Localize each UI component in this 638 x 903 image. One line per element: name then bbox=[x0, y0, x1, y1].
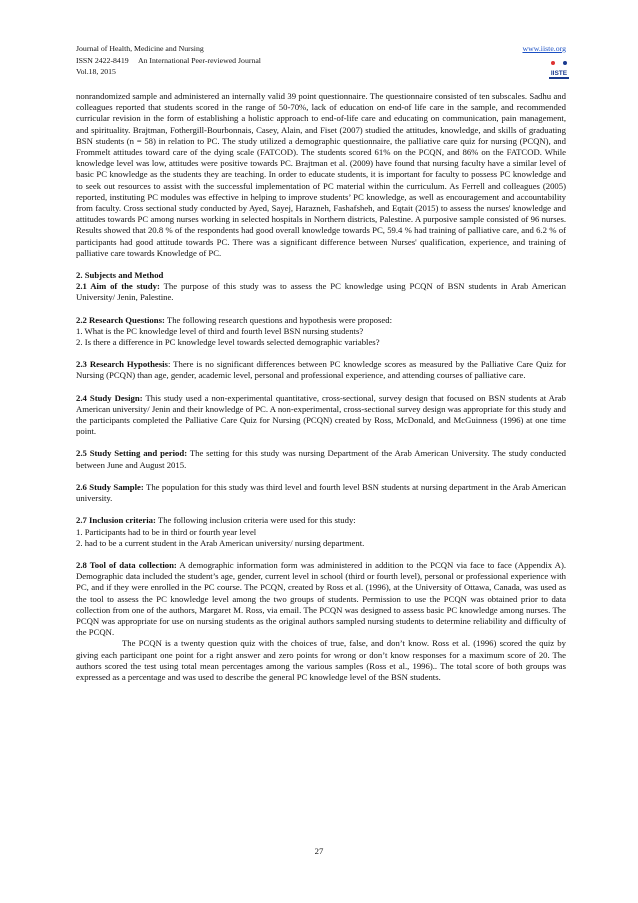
journal-name: Journal of Health, Medicine and Nursing bbox=[76, 44, 204, 53]
section-2-2-text: The following research questions and hypothesis were proposed: bbox=[164, 314, 392, 325]
section-2-7-label: 2.7 Inclusion criteria: bbox=[76, 515, 156, 526]
inclusion-criterion-1: 1. Participants had to be in third or fourth year level bbox=[76, 526, 257, 537]
logo-text: IISTE bbox=[550, 70, 568, 77]
section-2-8-label: 2.8 Tool of data collection: bbox=[76, 559, 177, 570]
section-2-3 bbox=[76, 359, 566, 381]
section-2-1-label: 2.1 Aim of the study: bbox=[76, 281, 160, 292]
section-2-4-label: 2.4 Study Design: bbox=[76, 392, 143, 403]
section-2-8-text: A demographic information form was administered in addition to the PCQN via face to face (Appendix A). Demographic data included the student’s age, gender, current level in school (third or fourth level), personal or professional experience with PC, and if they were enrolled in the PC course. The PCQN, created by Ross et al. (1996), at the University of Ottawa, Canada, was used as the tool to assess the PC knowledge level among the two groups of students. Permission to use the PCQN was obtained prior to data collection from one of the authors, Margaret M. Ross, via email. The PCQN was designed to assess basic PC knowledge among nurses. The PCQN was appropriate for use on nursing students as the original authors sampled nursing students to determine reliability and difficulty of the PCQN. bbox=[76, 559, 567, 638]
section-2-4 bbox=[76, 393, 566, 438]
page-header bbox=[76, 43, 566, 78]
research-question-1: 1. What is the PC knowledge level of third and fourth level BSN nursing students? bbox=[76, 325, 364, 336]
inclusion-criterion-2: 2. had to be a current student in the Arab American university/ nursing department. bbox=[76, 537, 365, 548]
section-2-3-label: 2.3 Research Hypothesis bbox=[76, 359, 168, 370]
section-2-1-text: The purpose of this study was to assess the PC knowledge using PCQN of BSN students in Arab American University/ Jenin, Palestine. bbox=[76, 281, 567, 303]
iiste-logo bbox=[548, 58, 570, 82]
section-2-6 bbox=[76, 482, 566, 504]
section-2-4-text: This study used a non-experimental quantitative, cross-sectional, survey design that focused on BSN students at Arab American university/ Jenin and their knowledge of PC. A non-experimental, cross-sectional survey design was appropriate for this study and the participants completed the Palliative Care Quiz for Nursing (PCQN) created by Ross, McDonald, and McGuinness (1996) at one time point. bbox=[76, 392, 566, 437]
section-2-5 bbox=[76, 448, 566, 470]
section-2-6-label: 2.6 Study Sample: bbox=[76, 481, 144, 492]
section-2-8 bbox=[76, 560, 566, 638]
issn-line: ISSN 2422-8419 An International Peer-reviewed Journal bbox=[76, 55, 261, 65]
section-2-7 bbox=[76, 515, 566, 526]
section-2-8-paragraph-2: The PCQN is a twenty question quiz with the choices of true, false, and don’t know. Ross et al. (1996) scored the quiz by giving each participant one point for a right answer and zero points for wrong or don’t know responses for a maximum score of 20. The authors scored the test using total mean percentages among the various samples (Ross et al., 1996).. The total score of both groups was expressed as a percentage and was used to describe the general PC knowledge level of the BSN students. bbox=[76, 638, 566, 682]
volume-line: Vol.18, 2015 bbox=[76, 67, 116, 76]
research-question-2: 2. Is there a difference in PC knowledge level towards selected demographic variables? bbox=[76, 337, 380, 348]
page-number: 27 bbox=[314, 846, 324, 856]
section-2-6-text: The population for this study was third level and fourth level BSN students at nursing department in the Arab American university. bbox=[76, 481, 566, 504]
section-2-2-label: 2.2 Research Questions: bbox=[76, 314, 165, 325]
section-2-2 bbox=[76, 315, 566, 326]
section-2-heading: 2. Subjects and Method bbox=[76, 270, 164, 281]
section-2-5-label: 2.5 Study Setting and period: bbox=[76, 448, 188, 459]
intro-paragraph: nonrandomized sample and administered an internally valid 39 point questionnaire. The questionnaire consisted of ten subscales. Sadhu and colleagues reported that students scored in the range of 50-70%, lack of education on end-of life care in the sample, and recommended curricular revision in the form of establishing a holistic approach to end-of-life care and educating on communication, pain management, and spirituality. Brajtman, Fothergill-Bourbonnais, Casey, Alain, and Fiset (2007) studied the attitudes, knowledge, and skills of graduating BSN students (n = 58) in relation to PC. The study utilized a demographic questionnaire, the palliative care quiz for nursing (PCQN), and Frommelt attitudes toward care of the dying scale (FATCOD). The students scored 61% on the PCQN, and 86% on the FATCOD. While knowledge level was low, attitudes were positive towards PC. Brajtman et al. (2009) have found that nursing faculty have a similar level of basic PC knowledge as the students they are teaching. In order to educate students, it is important for faculty to possess PC knowledge and to seek out resources to assist with the successful implementation of PC material within the curriculum. As Ferrell and colleagues (2005) reported, instituting PC modules was effective in helping to improve students’ PC knowledge, as well as encouragement and accountability from faculty. Cross sectional study conducted by Ayed, Sayej, Harazneh, Fashafsheh, and Eqtait (2015) to assess the nurses' knowledge and attitudes towards PC among nurses working in selected hospitals in Northern districts, Palestine. A purposive sample consisted of 96 nurses. Results showed that 20.8 % of the respondents had good overall knowledge towards PC, 59.4 % had training of palliative care, and 6.2 % of participants had good attitude towards PC. There was a significant difference between Nurses' qualification, experience, and training of palliative care towards Knowledge of PC. bbox=[76, 91, 566, 258]
journal-url-link[interactable]: www.iiste.org bbox=[522, 44, 566, 53]
article-body bbox=[76, 91, 566, 683]
section-2-5-text: The setting for this study was nursing Department of the Arab American University. The study conducted between June and August 2015. bbox=[76, 448, 567, 470]
section-2-1 bbox=[76, 281, 566, 303]
section-2-3-text: : There is no significant differences between PC knowledge scores as measured by the Palliative Care Quiz for Nursing (PCQN) than age, gender, academic level, personal and professional experience, and attending courses of palliative care. bbox=[76, 359, 566, 381]
section-2-7-text: The following inclusion criteria were used for this study: bbox=[155, 515, 356, 526]
